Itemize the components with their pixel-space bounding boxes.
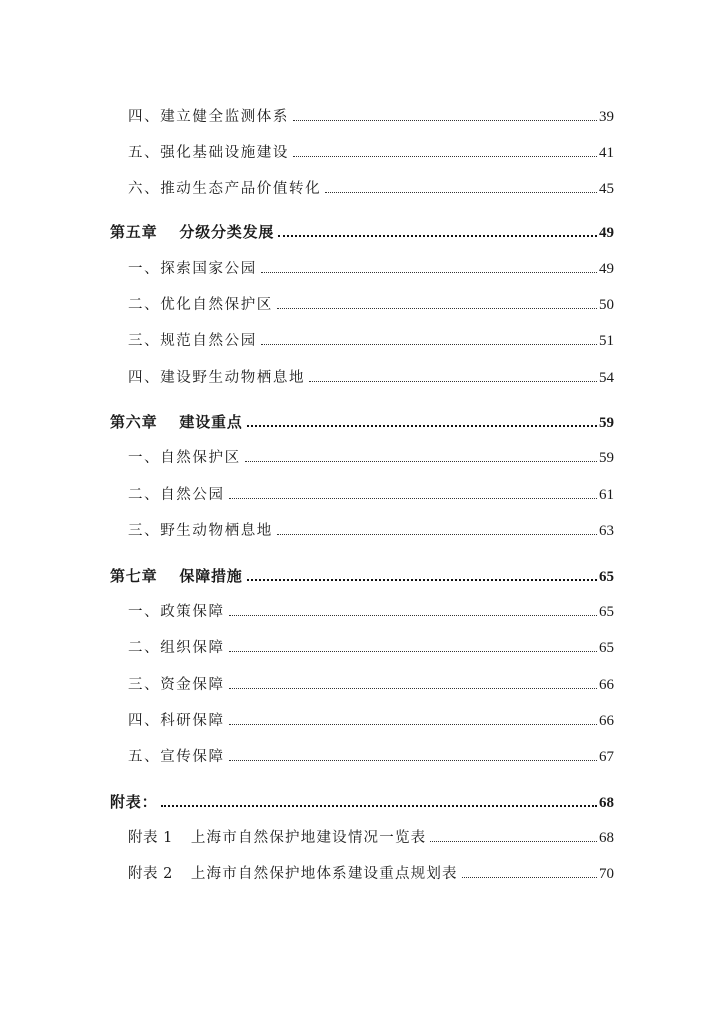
toc-leader-dots (278, 235, 597, 237)
toc-chapter-entry (110, 410, 614, 434)
toc-section-entry (128, 745, 614, 769)
toc-page-number: 61 (599, 487, 614, 503)
toc-leader-dots (229, 688, 597, 689)
toc-entry-number: 第七章 (110, 567, 158, 585)
toc-entry-title: 保障措施 (179, 567, 243, 585)
toc-page-number: 68 (599, 830, 614, 846)
toc-entry-title: 二、自然公园 (128, 487, 225, 503)
toc-section-entry (128, 446, 614, 470)
toc-entry-title: 五、宣传保障 (128, 749, 225, 765)
toc-entry-title: 上海市自然保护地体系建设重点规划表 (190, 866, 458, 882)
toc-entry-number: 附表 1 (128, 830, 173, 846)
toc-entry-title: 四、建立健全监测体系 (128, 109, 289, 125)
toc-section-entry (128, 673, 614, 697)
toc-page-number: 41 (599, 145, 614, 161)
toc-page-number: 67 (599, 749, 614, 765)
toc-page-number: 65 (599, 640, 614, 656)
toc-entry-title: 一、政策保障 (128, 604, 225, 620)
toc-leader-dots (462, 877, 597, 878)
toc-leader-dots (245, 461, 597, 462)
toc-leader-dots (229, 615, 597, 616)
toc-leader-dots (261, 344, 597, 345)
toc-entry-title: 上海市自然保护地建设情况一览表 (190, 830, 427, 846)
toc-leader-dots (277, 308, 597, 309)
toc-appendix-entry (128, 826, 614, 850)
toc-entry-number: 第五章 (110, 223, 158, 241)
toc-entry-title: 二、优化自然保护区 (128, 297, 273, 313)
toc-page-number: 54 (599, 370, 614, 386)
toc-page-number: 66 (599, 677, 614, 693)
toc-section-entry (128, 709, 614, 733)
toc-page-number: 51 (599, 333, 614, 349)
toc-section-entry (128, 600, 614, 624)
toc-page-number: 39 (599, 109, 614, 125)
toc-section-entry (128, 329, 614, 353)
toc-entry-title: 三、野生动物栖息地 (128, 523, 273, 539)
toc-leader-dots (293, 156, 597, 157)
toc-entry-number: 第六章 (110, 413, 158, 431)
toc-leader-dots (325, 192, 597, 193)
toc-section-entry (128, 257, 614, 281)
toc-leader-dots (430, 841, 597, 842)
toc-entry-title: 三、规范自然公园 (128, 333, 257, 349)
toc-leader-dots (161, 805, 597, 807)
toc-leader-dots (277, 534, 597, 535)
toc-entry-title: 三、资金保障 (128, 677, 225, 693)
toc-section-entry (128, 105, 614, 129)
toc-leader-dots (309, 381, 597, 382)
toc-page-number: 66 (599, 713, 614, 729)
toc-entry-title: 二、组织保障 (128, 640, 225, 656)
toc-leader-dots (229, 724, 597, 725)
toc-section-entry (128, 293, 614, 317)
toc-section-entry (128, 519, 614, 543)
toc-section-entry (128, 366, 614, 390)
toc-entry-number: 附表 2 (128, 866, 173, 882)
toc-page-number: 49 (599, 261, 614, 277)
toc-entry-title: 附表： (110, 793, 158, 811)
toc-page-number: 68 (599, 795, 614, 811)
toc-chapter-entry (110, 220, 614, 244)
toc-leader-dots (247, 579, 597, 581)
toc-leader-dots (261, 272, 597, 273)
toc-entry-title: 一、自然保护区 (128, 450, 241, 466)
toc-entry-title: 分级分类发展 (179, 223, 275, 241)
toc-entry-title: 四、建设野生动物栖息地 (128, 370, 306, 386)
toc-section-entry (128, 483, 614, 507)
toc-entry-title: 建设重点 (179, 413, 243, 431)
toc-page-number: 65 (599, 604, 614, 620)
toc-page-number: 59 (599, 415, 614, 431)
toc-appendix-entry (128, 862, 614, 886)
toc-entry-title: 四、科研保障 (128, 713, 225, 729)
toc-leader-dots (229, 760, 597, 761)
toc-leader-dots (229, 498, 597, 499)
toc-page-number: 45 (599, 181, 614, 197)
toc-page-number: 59 (599, 450, 614, 466)
toc-section-entry (128, 636, 614, 660)
toc-page-number: 50 (599, 297, 614, 313)
toc-page-number: 65 (599, 569, 614, 585)
toc-leader-dots (229, 651, 597, 652)
toc-chapter-entry (110, 564, 614, 588)
toc-page-number: 70 (599, 866, 614, 882)
toc-chapter-entry (110, 790, 614, 814)
toc-section-entry (128, 177, 614, 201)
toc-section-entry (128, 141, 614, 165)
toc-page-number: 63 (599, 523, 614, 539)
toc-leader-dots (293, 120, 597, 121)
toc-entry-title: 五、强化基础设施建设 (128, 145, 289, 161)
toc-entry-title: 六、推动生态产品价值转化 (128, 181, 322, 197)
toc-page-number: 49 (599, 225, 614, 241)
toc-entry-title: 一、探索国家公园 (128, 261, 257, 277)
toc-leader-dots (247, 425, 597, 427)
